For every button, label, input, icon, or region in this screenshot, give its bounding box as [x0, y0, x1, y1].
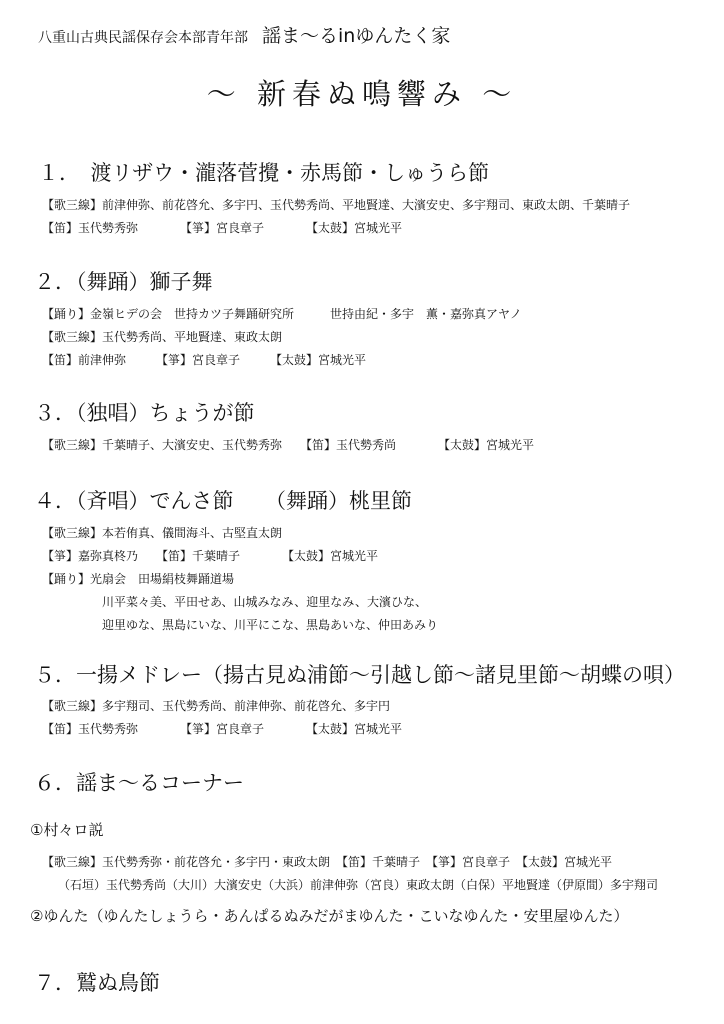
credit-line: 【歌三線】前津伸弥、前花啓允、多宇円、玉代勢秀尚、平地賢達、大濱安史、多宇翔司、東政太朗、千葉晴子 — [42, 198, 631, 212]
organization-name: 八重山古典民謡保存会本部青年部 — [38, 30, 248, 46]
credit-line: 【笛】前津伸弥 【箏】宮良章子 【太鼓】宮城光平 — [42, 353, 367, 367]
program-heading-4: ４．（斉唱）でんさ節 （舞踊）桃里節 — [34, 489, 412, 513]
event-name: 謡ま～るinゆんたく家 — [262, 25, 451, 47]
credit-line: 【笛】玉代勢秀弥 【箏】宮良章子 【太鼓】宮城光平 — [42, 722, 403, 736]
program-heading-3: ３．（独唱）ちょうが節 — [34, 401, 255, 425]
credit-line: 【歌三線】玉代勢秀尚、平地賢達、東政太朗 — [42, 330, 283, 344]
program-heading-5: ５．一揚メドレー（揚古見ぬ浦節～引越し節～諸見里節～胡蝶の唄） — [34, 663, 685, 687]
credit-line: 【踊り】光扇会 田場絹枝舞踊道場 — [42, 572, 235, 586]
program-heading-1: １． 渡リザウ・瀧落菅攪・赤馬節・しゅうら節 — [38, 161, 490, 185]
corner-item-1: ①村々ロ説 — [30, 821, 104, 839]
credit-line: 【箏】嘉弥真柊乃 【笛】千葉晴子 【太鼓】宮城光平 — [42, 549, 379, 563]
credit-line: 【歌三線】玉代勢秀弥・前花啓允・多宇円・東政太朗 【笛】千葉晴子 【箏】宮良章子 【太鼓】宮城光平 — [42, 855, 613, 869]
credit-line: 【踊り】金嶺ヒデの会 世持カツ子舞踊研究所 世持由紀・多宇 薫・嘉弥真アヤノ — [42, 307, 522, 321]
program-heading-2: ２．（舞踊）獅子舞 — [34, 270, 213, 294]
program-heading-7: ７．鷲ぬ鳥節 — [34, 971, 160, 995]
credit-line: 川平菜々美、平田せあ、山城みなみ、迎里なみ、大濱ひな、 — [42, 595, 427, 609]
credit-line: 【歌三線】千葉晴子、大濱安史、玉代勢秀弥 【笛】玉代勢秀尚 【太鼓】宮城光平 — [42, 438, 535, 452]
program-heading-6: ６．謡ま～るコーナー — [34, 771, 244, 795]
credit-line: 迎里ゆな、黒島にいな、川平にこな、黒島あいな、仲田あみり — [42, 618, 439, 632]
credit-line: （石垣）玉代勢秀尚（大川）大濱安史（大浜）前津伸弥（宮良）東政太朗（白保）平地賢達（伊原間）多宇翔司 — [58, 878, 659, 892]
page-title: ～ 新春ぬ鳴響み ～ — [206, 77, 518, 111]
credit-line: 【歌三線】多宇翔司、玉代勢秀尚、前津伸弥、前花啓允、多宇円 — [42, 699, 391, 713]
credit-line: 【歌三線】本若侑真、儀間海斗、古堅直太朗 — [42, 526, 283, 540]
corner-item-2: ②ゆんた（ゆんたしょうら・あんぱるぬみだがまゆんた・こいなゆんた・安里屋ゆんた） — [30, 907, 629, 925]
credit-line: 【笛】玉代勢秀弥 【箏】宮良章子 【太鼓】宮城光平 — [42, 221, 403, 235]
